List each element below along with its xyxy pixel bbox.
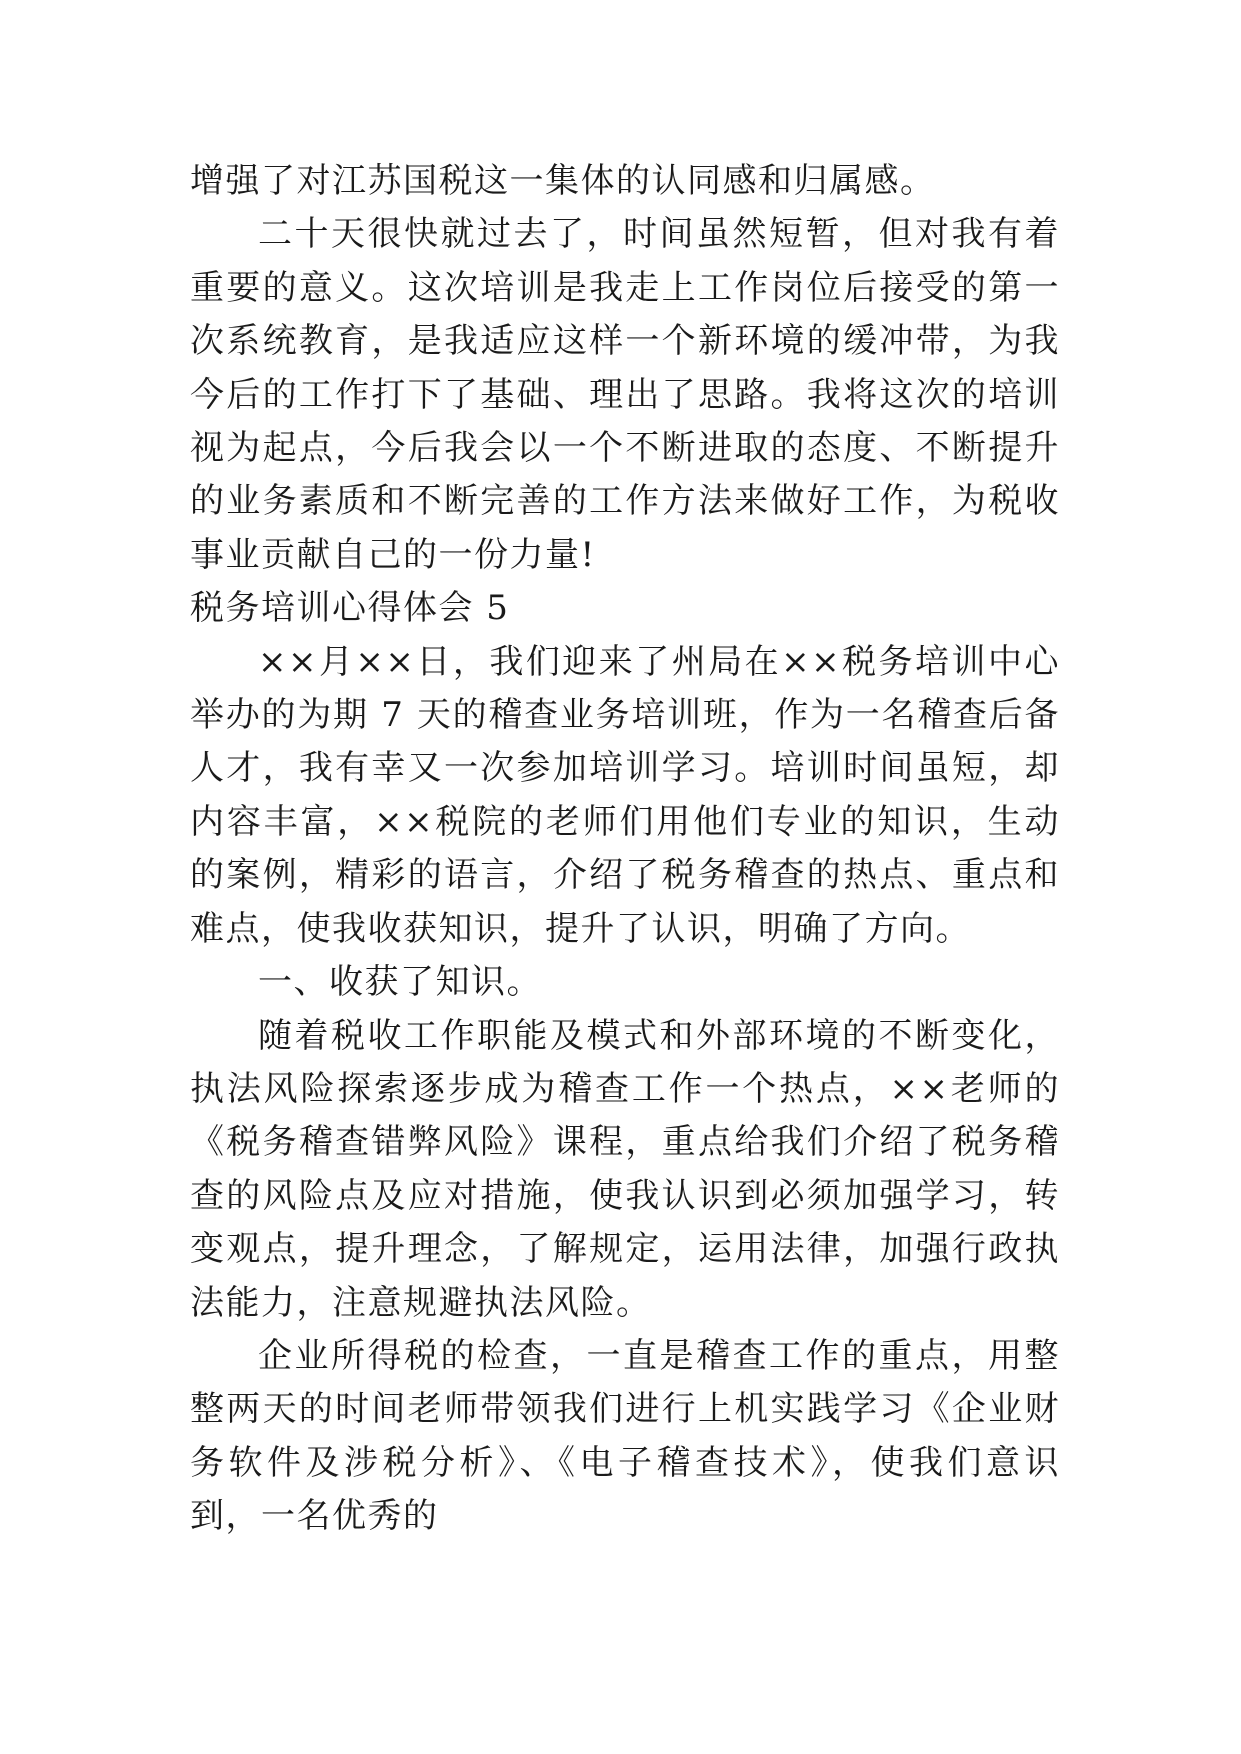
paragraph-continuation: 增强了对江苏国税这一集体的认同感和归属感。 <box>190 161 936 201</box>
paragraph-income-tax: 企业所得税的检查，一直是稽查工作的重点，用整整两天的时间老师带领我们进行上机实践学习《企业财务软件及涉税分析》、《电子稽查技术》，使我们意识到，一名优秀的 <box>190 1335 1060 1537</box>
paragraph-risk: 随着税收工作职能及模式和外部环境的不断变化，执法风险探索逐步成为稽查工作一个热点，××老师的《税务稽查错弊风险》课程，重点给我们介绍了税务稽查的风险点及应对措施，使我认识到必须加强学习，转变观点，提升理念，了解规定，运用法律，加强行政执法能力，注意规避执法风险。 <box>190 1015 1060 1323</box>
paragraph-reflection: 二十天很快就过去了，时间虽然短暂，但对我有着重要的意义。这次培训是我走上工作岗位后接受的第一次系统教育，是我适应这样一个新环境的缓冲带，为我今后的工作打下了基础、理出了思路。我将这次的培训视为起点，今后我会以一个不断进取的态度、不断提升的业务素质和不断完善的工作方法来做好工作，为税收事业贡献自己的一份力量! <box>190 214 1060 575</box>
paragraph-training-intro: ××月××日，我们迎来了州局在××税务培训中心举办的为期 7 天的稽查业务培训班，作为一名稽查后备人才，我有幸又一次参加培训学习。培训时间虽短，却内容丰富，××税院的老师们用他们专业的知识，生动的案例，精彩的语言，介绍了税务稽查的热点、重点和难点，使我收获知识，提升了认识，明确了方向。 <box>190 641 1060 949</box>
subheading-knowledge: 一、收获了知识。 <box>258 962 542 1003</box>
document-body <box>190 155 1060 1544</box>
section-title: 税务培训心得体会 5 <box>190 588 510 629</box>
